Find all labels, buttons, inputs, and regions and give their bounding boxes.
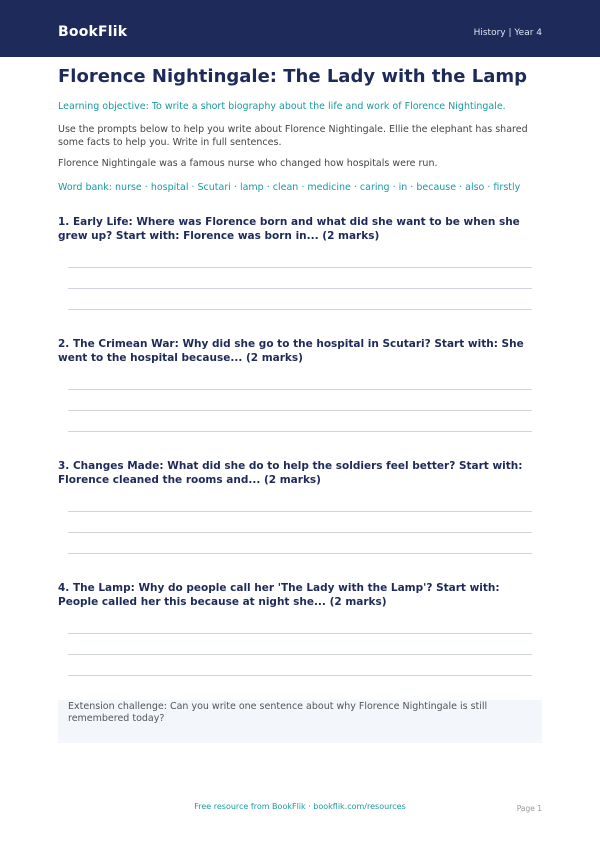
- subject-year-label: History | Year 4: [473, 28, 542, 38]
- answer-lines[interactable]: [58, 511, 542, 554]
- question-prompt: 3. Changes Made: What did she do to help the soldiers feel better? Start with: Florence cleaned the rooms and... (2 marks): [58, 460, 523, 486]
- answer-line[interactable]: [68, 288, 532, 289]
- answer-line[interactable]: [68, 410, 532, 411]
- answer-line[interactable]: [68, 389, 532, 390]
- extension-challenge-text: Extension challenge: Can you write one sentence about why Florence Nightingale is still remembered today?: [68, 701, 488, 724]
- question-prompt: 1. Early Life: Where was Florence born and what did she want to be when she grew up? Start with: Florence was born in... (2 marks): [58, 216, 520, 242]
- intro-section: [58, 67, 542, 194]
- answer-line[interactable]: [68, 267, 532, 268]
- page-number: Page 1: [516, 804, 542, 813]
- instructions-text: Use the prompts below to help you write about Florence Nightingale. Ellie the elephant has shared some facts to help you. Write in full sentences.: [58, 124, 528, 148]
- question-prompt: 2. The Crimean War: Why did she go to the hospital in Scutari? Start with: She went to the hospital because... (2 marks): [58, 338, 524, 364]
- extension-challenge-box: [58, 700, 542, 743]
- question-prompt: 4. The Lamp: Why do people call her 'The Lady with the Lamp'? Start with: People called her this because at night she... (2 marks): [58, 582, 500, 608]
- answer-line[interactable]: [68, 532, 532, 533]
- question-block-2: [58, 337, 542, 452]
- answer-line[interactable]: [68, 511, 532, 512]
- intro-sentence: Florence Nightingale was a famous nurse who changed how hospitals were run.: [58, 158, 438, 169]
- word-bank: Word bank: nurse · hospital · Scutari · lamp · clean · medicine · caring · in · because · also · firstly: [58, 182, 521, 193]
- answer-lines[interactable]: [58, 633, 542, 676]
- header-bar: [0, 0, 600, 57]
- answer-line[interactable]: [68, 633, 532, 634]
- answer-line[interactable]: [68, 553, 532, 554]
- brand-logo[interactable]: BookFlik: [58, 24, 128, 40]
- answer-lines[interactable]: [58, 267, 542, 310]
- footer-resource-link[interactable]: Free resource from BookFlik · bookflik.com/resources: [194, 802, 406, 811]
- answer-line[interactable]: [68, 309, 532, 310]
- answer-line[interactable]: [68, 431, 532, 432]
- question-block-4: [58, 581, 542, 696]
- question-block-1: [58, 215, 542, 330]
- answer-line[interactable]: [68, 675, 532, 676]
- answer-line[interactable]: [68, 654, 532, 655]
- page-title: Florence Nightingale: The Lady with the Lamp: [58, 66, 527, 87]
- learning-objective: Learning objective: To write a short biography about the life and work of Florence Nightingale.: [58, 101, 506, 112]
- answer-lines[interactable]: [58, 389, 542, 432]
- question-block-3: [58, 459, 542, 574]
